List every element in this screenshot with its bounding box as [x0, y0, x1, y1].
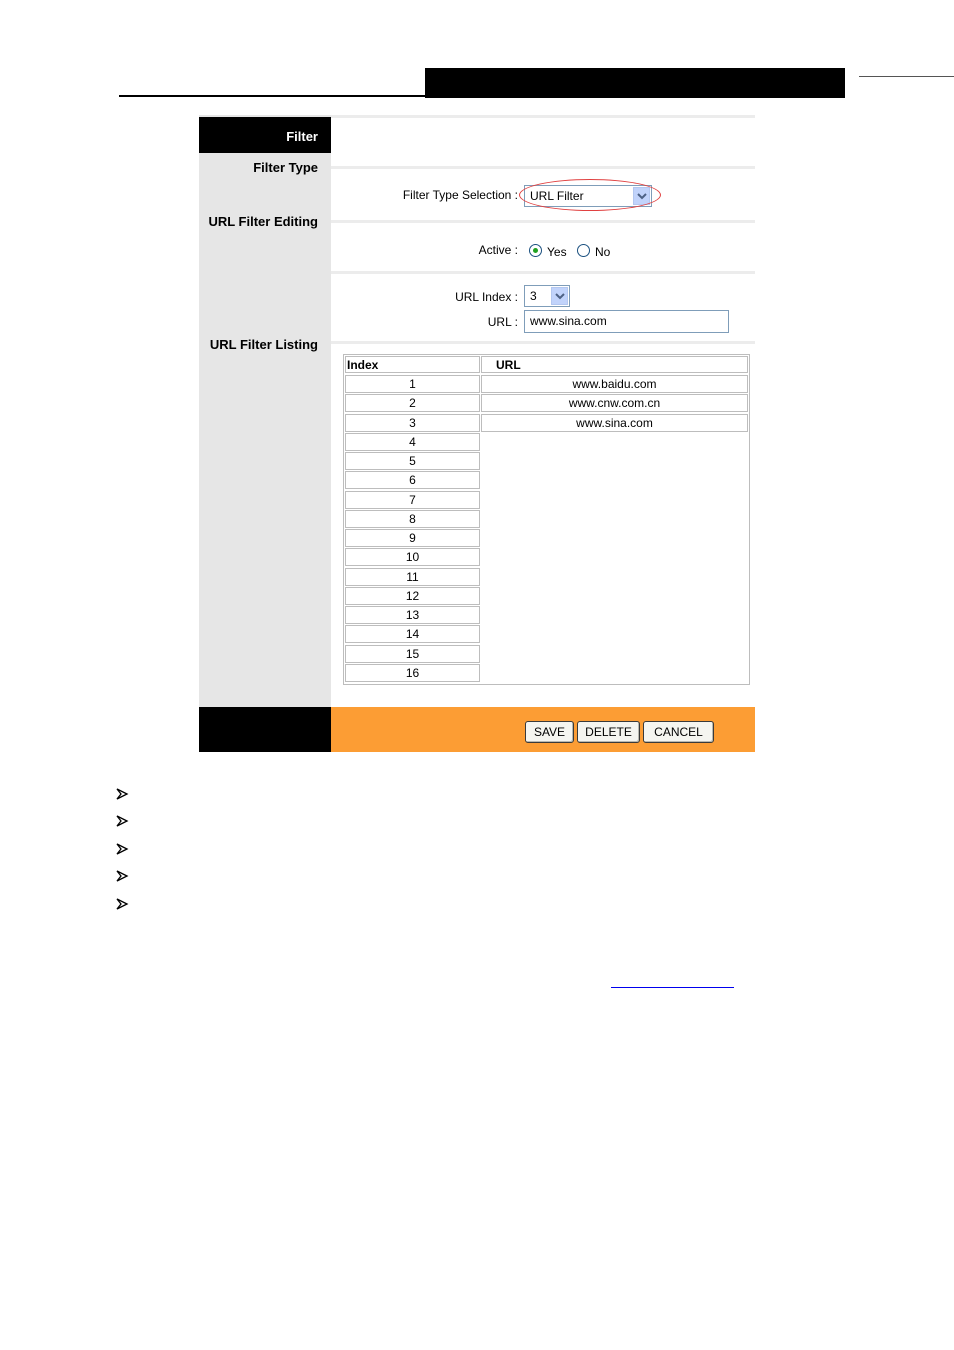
- bottom-bar: [331, 707, 755, 752]
- index-cell: 4: [345, 433, 480, 451]
- index-cell: 14: [345, 625, 480, 643]
- separator: [331, 166, 755, 169]
- url-label: URL :: [487, 315, 518, 329]
- delete-button[interactable]: DELETE: [577, 721, 640, 743]
- index-cell: 2: [345, 394, 480, 412]
- separator: [331, 341, 755, 344]
- index-cell: 15: [345, 645, 480, 663]
- header-url: URL: [481, 356, 748, 373]
- url-index-label: URL Index :: [455, 290, 518, 304]
- index-cell: 16: [345, 664, 480, 682]
- cancel-button[interactable]: CANCEL: [643, 721, 714, 743]
- index-cell: 10: [345, 548, 480, 566]
- index-cell: 6: [345, 471, 480, 489]
- main-panel: [331, 115, 755, 707]
- url-filter-table: [343, 354, 750, 685]
- arrow-bullet-icon: [115, 842, 129, 856]
- index-cell: 3: [345, 414, 480, 432]
- arrow-bullet-icon: [115, 897, 129, 911]
- active-yes-label: Yes: [547, 245, 567, 259]
- arrow-bullet-icon: [115, 869, 129, 883]
- separator: [331, 220, 755, 223]
- url-index-value: 3: [530, 289, 537, 303]
- label-filter-type: Filter Type: [253, 160, 318, 175]
- sidebar-title: Filter: [286, 129, 318, 144]
- header-bar: [425, 68, 845, 98]
- active-no-radio[interactable]: [577, 244, 590, 257]
- header-rule: [119, 95, 426, 97]
- url-cell: www.cnw.com.cn: [481, 394, 748, 412]
- index-cell: 13: [345, 606, 480, 624]
- active-yes-radio[interactable]: [529, 244, 542, 257]
- filter-type-value: URL Filter: [530, 189, 584, 203]
- sidebar: [199, 115, 331, 707]
- index-cell: 7: [345, 491, 480, 509]
- label-url-filter-editing: URL Filter Editing: [208, 214, 318, 229]
- index-cell: 11: [345, 568, 480, 586]
- document-link[interactable]: [611, 974, 734, 988]
- sidebar-title-bar: [199, 117, 331, 153]
- url-index-select[interactable]: [524, 285, 570, 307]
- bottom-bar-left: [199, 707, 331, 752]
- index-cell: 5: [345, 452, 480, 470]
- chevron-down-icon[interactable]: [551, 287, 568, 305]
- arrow-bullet-icon: [115, 787, 129, 801]
- header-bar-rule: [859, 76, 954, 77]
- index-cell: 9: [345, 529, 480, 547]
- filter-type-label: Filter Type Selection :: [402, 188, 518, 202]
- index-cell: 12: [345, 587, 480, 605]
- filter-screenshot: [199, 115, 755, 752]
- separator: [331, 271, 755, 274]
- header-index: Index: [345, 356, 480, 373]
- url-cell: www.sina.com: [481, 414, 748, 432]
- separator: [331, 115, 755, 118]
- label-url-filter-listing: URL Filter Listing: [209, 337, 318, 352]
- save-button[interactable]: SAVE: [525, 721, 574, 743]
- index-cell: 1: [345, 375, 480, 393]
- active-label: Active :: [478, 243, 518, 257]
- url-cell: www.baidu.com: [481, 375, 748, 393]
- url-input[interactable]: www.sina.com: [524, 310, 729, 333]
- arrow-bullet-icon: [115, 814, 129, 828]
- highlight-ellipse: [519, 179, 661, 211]
- active-no-label: No: [595, 245, 611, 259]
- index-cell: 8: [345, 510, 480, 528]
